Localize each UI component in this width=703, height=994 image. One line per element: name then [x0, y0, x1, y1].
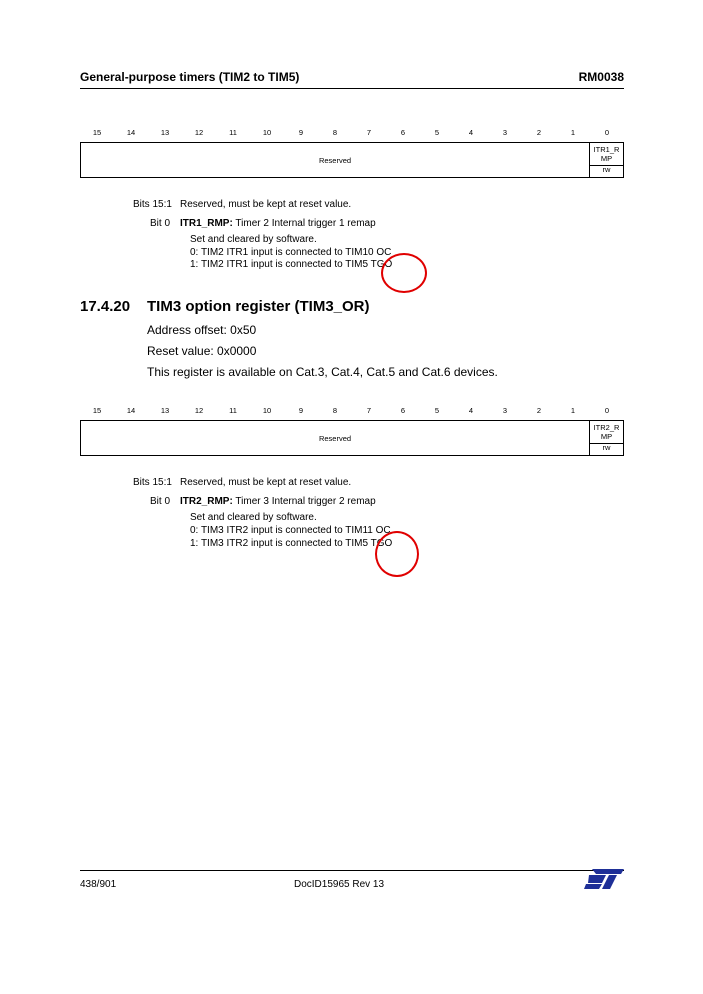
section-title: TIM3 option register (TIM3_OR) [147, 298, 370, 315]
bit-number: 9 [298, 128, 304, 137]
bit-number: 11 [229, 128, 237, 137]
register-fields [80, 142, 624, 178]
bit-number: 0 [604, 128, 610, 137]
bit-number-row [80, 406, 624, 415]
page-number: 438/901 [80, 879, 117, 890]
bit-number: 4 [468, 128, 474, 137]
bit-number: 2 [536, 128, 542, 137]
reserved-field: Reserved [318, 433, 352, 443]
bit-0-line: 1: TIM3 ITR2 input is connected to TIM5 TGO [190, 538, 393, 549]
bit-0-heading [180, 218, 376, 231]
bit-number: 3 [502, 406, 508, 415]
access-type: rw [589, 164, 623, 177]
bit-number: 14 [126, 128, 136, 137]
bit-number: 6 [400, 406, 406, 415]
bit-0-line: Set and cleared by software. [190, 512, 317, 523]
bit-number: 14 [126, 406, 136, 415]
bit-number: 5 [434, 128, 440, 137]
bit-number: 10 [262, 128, 272, 137]
field-name: ITR1_RMP: [180, 218, 233, 229]
register-table-tim3-or [80, 406, 624, 456]
bit-0-label: Bit 0 [150, 218, 171, 229]
bit-number: 1 [570, 406, 576, 415]
availability-note: This register is available on Cat.3, Cat.4, Cat.5 and Cat.6 devices. [147, 365, 498, 379]
register-fields [80, 420, 624, 456]
running-header-section: General-purpose timers (TIM2 to TIM5) [80, 70, 300, 84]
bit-number: 8 [332, 128, 338, 137]
bits-15-1-text: Reserved, must be kept at reset value. [180, 199, 352, 210]
itr2-rmp-field: ITR2_R MP [589, 421, 623, 444]
bit-0-heading [180, 496, 376, 509]
bit-number: 13 [160, 128, 170, 137]
bit-number-row [80, 128, 624, 137]
bit-number: 15 [92, 128, 102, 137]
bit-number: 9 [298, 406, 304, 415]
bit-number: 10 [262, 406, 272, 415]
bit-0-line: Set and cleared by software. [190, 234, 317, 245]
bits-15-1-label: Bits 15:1 [133, 199, 172, 210]
st-logo-icon [584, 869, 624, 894]
bit-number: 7 [366, 128, 372, 137]
field-title: Timer 2 Internal trigger 1 remap [235, 218, 376, 229]
red-circle-annotation [381, 253, 427, 293]
bit-number: 5 [434, 406, 440, 415]
bit-number: 4 [468, 406, 474, 415]
red-circle-annotation [375, 531, 419, 577]
access-type: rw [589, 442, 623, 455]
bit-number: 0 [604, 406, 610, 415]
address-offset: Address offset: 0x50 [147, 323, 257, 337]
reset-value: Reset value: 0x0000 [147, 344, 257, 358]
bit-number: 2 [536, 406, 542, 415]
bit-number: 12 [194, 406, 204, 415]
bit-number: 1 [570, 128, 576, 137]
field-title: Timer 3 Internal trigger 2 remap [235, 496, 376, 507]
bit-number: 7 [366, 406, 372, 415]
document-id: DocID15965 Rev 13 [294, 879, 385, 890]
bits-15-1-text: Reserved, must be kept at reset value. [180, 477, 352, 488]
bit-0-label: Bit 0 [150, 496, 171, 507]
bit-number: 12 [194, 128, 204, 137]
bit-number: 8 [332, 406, 338, 415]
header-rule [80, 88, 624, 89]
bit-number: 6 [400, 128, 406, 137]
footer-rule [80, 870, 624, 871]
bit-number: 13 [160, 406, 170, 415]
register-table-tim2-or [80, 128, 624, 178]
reserved-field: Reserved [318, 155, 352, 165]
bits-15-1-label: Bits 15:1 [133, 477, 172, 488]
bit-0-line: 0: TIM3 ITR2 input is connected to TIM11 OC [190, 525, 391, 536]
section-number: 17.4.20 [80, 298, 131, 315]
bit-0-line: 1: TIM2 ITR1 input is connected to TIM5 TGO [190, 259, 393, 270]
bit-number: 3 [502, 128, 508, 137]
itr1-rmp-field: ITR1_R MP [589, 143, 623, 166]
bit-number: 15 [92, 406, 102, 415]
field-name: ITR2_RMP: [180, 496, 233, 507]
running-header-docref: RM0038 [578, 70, 624, 84]
bit-0-line: 0: TIM2 ITR1 input is connected to TIM10 OC [190, 247, 392, 258]
bit-number: 11 [229, 406, 237, 415]
